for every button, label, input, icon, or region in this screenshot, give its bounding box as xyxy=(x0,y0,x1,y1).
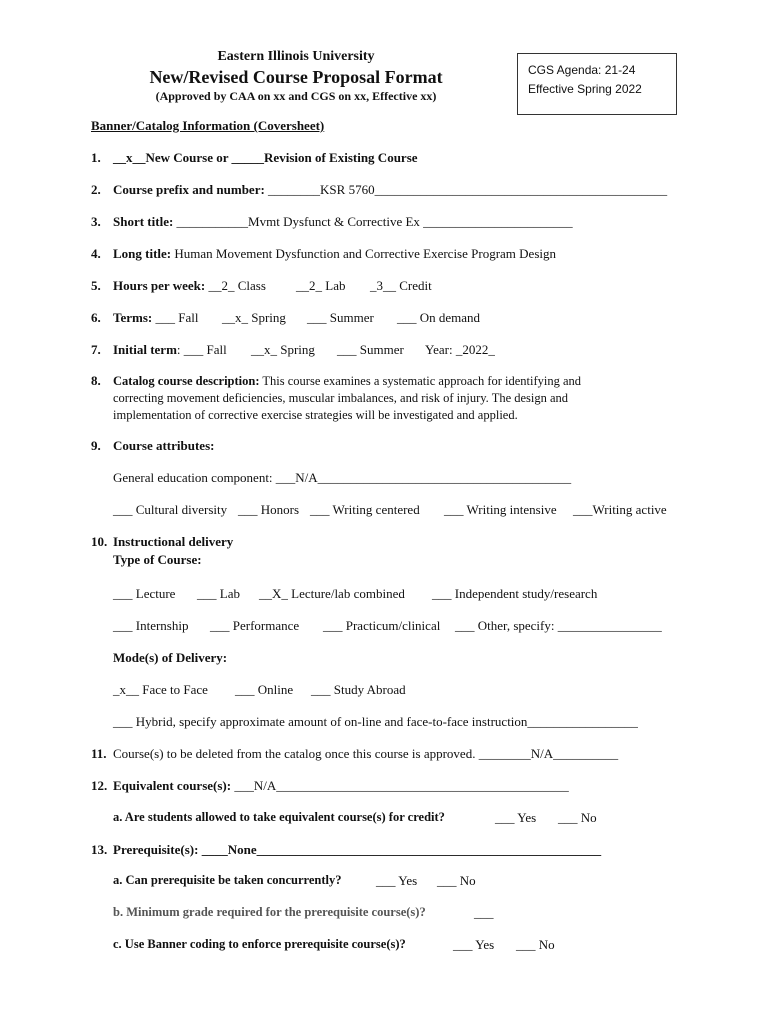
hours-credit: _3__ Credit xyxy=(370,278,432,293)
type-lecture: ___ Lecture xyxy=(113,586,176,601)
mode-hybrid: ___ Hybrid, specify approximate amount of on-line and face-to-face instruction_________________ xyxy=(113,714,638,729)
prerequisites-value: ____None_____________________________________________________ xyxy=(198,842,602,857)
attr-writing-active: ___Writing active xyxy=(573,502,667,517)
prereq-min-grade-question: b. Minimum grade required for the prerequisite course(s)? xyxy=(113,905,426,919)
catalog-description-text: This course examines a systematic approach for identifying and correcting movement deficiencies, muscular imbalances, and risk of injury. The design and implementation of corrective exercise strategies will be investigated and applied. xyxy=(113,374,582,422)
item-number: 8. xyxy=(91,373,101,388)
prerequisites-label: Prerequisite(s): xyxy=(113,842,199,857)
long-title-value: Human Movement Dysfunction and Corrective Exercise Program Design xyxy=(171,246,556,261)
hours-row xyxy=(113,278,266,294)
item-number: 13. xyxy=(91,842,108,857)
mode-of-delivery-label: Mode(s) of Delivery: xyxy=(113,650,228,665)
course-prefix-label: Course prefix and number: xyxy=(113,182,265,197)
instructional-delivery-label: Instructional delivery xyxy=(113,534,234,549)
hours-class: __2_ Class xyxy=(205,278,266,293)
attr-writing-intensive: ___ Writing intensive xyxy=(444,502,557,517)
terms-summer: ___ Summer xyxy=(307,310,374,325)
terms-on-demand: ___ On demand xyxy=(397,310,481,325)
short-title-value: ___________Mvmt Dysfunct & Corrective Ex _______________________ xyxy=(173,214,573,229)
equivalent-courses-label: Equivalent course(s): xyxy=(113,778,232,793)
initial-term-fall: : ___ Fall xyxy=(176,342,227,357)
item-number: 11. xyxy=(91,746,107,761)
item-number: 10. xyxy=(91,534,108,549)
approval-note: (Approved by CAA on xx and CGS on xx, Effective xx) xyxy=(155,89,437,103)
hours-lab: __2_ Lab xyxy=(296,278,346,293)
initial-term-summer: ___ Summer xyxy=(337,342,404,357)
item-number: 9. xyxy=(91,438,101,453)
item-number: 12. xyxy=(91,778,108,793)
prereq-banner-coding-yes: ___ Yes xyxy=(453,937,495,952)
terms-fall: ___ Fall xyxy=(152,310,199,325)
prereq-banner-coding-no: ___ No xyxy=(516,937,555,952)
mode-study-abroad: ___ Study Abroad xyxy=(311,682,406,697)
effective-term: Effective Spring 2022 xyxy=(528,82,642,96)
initial-term-row xyxy=(113,342,227,358)
prereq-banner-coding-question: c. Use Banner coding to enforce prerequisite course(s)? xyxy=(113,937,406,951)
type-of-course-label: Type of Course: xyxy=(113,552,202,567)
item-number: 1. xyxy=(91,150,101,165)
equivalent-credit-yes: ___ Yes xyxy=(495,810,537,825)
gen-ed-component: General education component: ___N/A_______________________________________ xyxy=(113,470,572,485)
course-prefix-row xyxy=(113,182,667,198)
type-practicum: ___ Practicum/clinical xyxy=(323,618,441,633)
item-number: 6. xyxy=(91,310,101,325)
course-prefix-value: ________KSR 5760_____________________________________________ xyxy=(264,182,668,197)
item-number: 2. xyxy=(91,182,101,197)
equivalent-credit-question: a. Are students allowed to take equivalent course(s) for credit? xyxy=(113,810,445,824)
long-title-label: Long title: xyxy=(113,246,172,261)
equivalent-courses-row xyxy=(113,778,569,794)
type-independent-study: ___ Independent study/research xyxy=(432,586,598,601)
item-number: 3. xyxy=(91,214,101,229)
item-number: 7. xyxy=(91,342,101,357)
initial-term-year: Year: _2022_ xyxy=(425,342,495,357)
short-title-label: Short title: xyxy=(113,214,174,229)
mode-face-to-face: _x__ Face to Face xyxy=(113,682,208,697)
attr-cultural-diversity: ___ Cultural diversity xyxy=(113,502,228,517)
item-number: 4. xyxy=(91,246,101,261)
item-number: 5. xyxy=(91,278,101,293)
form-header xyxy=(110,48,482,104)
prereq-concurrent-question: a. Can prerequisite be taken concurrently? xyxy=(113,873,342,887)
prerequisites-row xyxy=(113,842,601,858)
catalog-description-label: Catalog course description: xyxy=(113,374,260,388)
prereq-concurrent-yes: ___ Yes xyxy=(376,873,418,888)
university-name: Eastern Illinois University xyxy=(217,49,375,64)
type-other: ___ Other, specify: ________________ xyxy=(455,618,662,633)
terms-spring: __x_ Spring xyxy=(222,310,286,325)
hours-label: Hours per week: xyxy=(113,278,206,293)
attr-honors: ___ Honors xyxy=(238,502,300,517)
terms-row xyxy=(113,310,198,326)
type-internship: ___ Internship xyxy=(113,618,189,633)
long-title-row xyxy=(113,246,556,262)
equivalent-credit-no: ___ No xyxy=(558,810,597,825)
type-lab: ___ Lab xyxy=(197,586,240,601)
section-heading: Banner/Catalog Information (Coversheet) xyxy=(91,118,325,133)
type-lecture-lab-combined: __X_ Lecture/lab combined xyxy=(259,586,405,601)
form-title: New/Revised Course Proposal Format xyxy=(149,67,443,87)
cgs-agenda: CGS Agenda: 21-24 xyxy=(528,63,636,77)
terms-label: Terms: xyxy=(113,310,153,325)
type-performance: ___ Performance xyxy=(210,618,300,633)
prereq-concurrent-no: ___ No xyxy=(437,873,476,888)
equivalent-courses-value: ___N/A_____________________________________________ xyxy=(231,778,569,793)
cgs-agenda-box xyxy=(517,53,677,115)
initial-term-label: Initial term xyxy=(113,342,177,357)
new-or-revision: __x__New Course or _____Revision of Existing Course xyxy=(113,150,418,165)
attr-writing-centered: ___ Writing centered xyxy=(310,502,420,517)
catalog-description xyxy=(113,373,633,424)
short-title-row xyxy=(113,214,573,230)
courses-deleted: Course(s) to be deleted from the catalog once this course is approved. ________N/A__________ xyxy=(113,746,619,761)
course-attributes-label: Course attributes: xyxy=(113,438,215,453)
mode-online: ___ Online xyxy=(235,682,294,697)
initial-term-spring: __x_ Spring xyxy=(251,342,315,357)
prereq-min-grade-blank: ___ xyxy=(474,905,494,920)
